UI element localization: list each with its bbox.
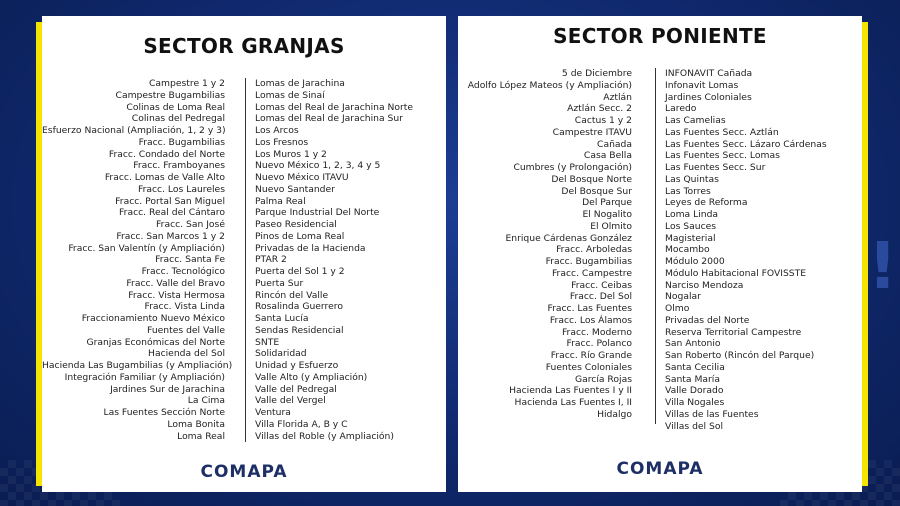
- colonia-list-item: Fracc. Los Álamos: [549, 314, 632, 326]
- colonia-list-item: Fracc. Arboledas: [556, 244, 632, 256]
- colonia-list-item: Hacienda del Sol: [148, 348, 225, 360]
- colonia-list-item: Santa Lucía: [255, 313, 309, 324]
- colonia-list-item: Campestre 1 y 2: [149, 78, 225, 89]
- colonia-list-item: Solidaridad: [255, 348, 307, 360]
- colonia-list-item: Privadas de la Hacienda: [255, 242, 366, 254]
- colonia-list-item: Santa Cecilia: [665, 361, 725, 373]
- colonia-list-item: Mocambo: [665, 244, 710, 256]
- sector-granjas-column-2: [255, 78, 413, 442]
- colonia-list-item: Rincón del Valle: [255, 289, 329, 301]
- colonia-list-item: Fracc. Bugambilias: [545, 256, 632, 267]
- colonia-list-item: García Rojas: [574, 373, 632, 385]
- colonia-list-item: Loma Real: [177, 430, 225, 442]
- colonia-list-item: Cumbres (y Prolongación): [513, 162, 632, 173]
- colonia-list-item: Nuevo México ITAVU: [255, 172, 349, 183]
- colonia-list-item: Puerta Sur: [255, 277, 304, 289]
- colonia-list-item: 5 de Diciembre: [561, 68, 632, 79]
- colonia-list-item: Del Bosque Norte: [551, 173, 632, 185]
- colonia-list-item: Fracc. Vista Hermosa: [128, 289, 225, 301]
- colonia-list-item: Las Fuentes Secc. Sur: [665, 162, 766, 173]
- sector-poniente-column-2: [665, 68, 827, 432]
- colonia-list-item: PTAR 2: [255, 254, 287, 266]
- sector-poniente-panel: [458, 16, 862, 492]
- colonia-list-item: Lomas del Real de Jarachina Norte: [255, 101, 414, 113]
- colonia-list-item: Privadas del Norte: [665, 314, 750, 326]
- colonia-list-item: Adolfo López Mateos (y Ampliación): [467, 79, 632, 91]
- colonia-list-item: Las Fuentes Secc. Lázaro Cárdenas: [665, 138, 827, 150]
- colonia-list-item: Fracc. Valle del Bravo: [126, 277, 225, 289]
- colonia-list-item: Lomas del Real de Jarachina Sur: [255, 113, 403, 125]
- colonia-list-item: Las Camelias: [665, 115, 726, 126]
- colonia-list-item: La Cima: [187, 395, 225, 407]
- colonia-list-item: Fracc. Campestre: [551, 267, 632, 279]
- colonia-list-item: Fuentes Coloniales: [545, 361, 632, 373]
- colonia-list-item: Fracc. Portal San Miguel: [115, 195, 225, 207]
- colonia-list-item: Aztlán: [603, 91, 632, 103]
- colonia-list-item: Campestre Bugambilias: [115, 89, 225, 101]
- colonia-list-item: Villas del Sol: [665, 420, 724, 432]
- column-divider: [655, 68, 656, 424]
- colonia-list-item: Ventura: [255, 407, 291, 418]
- colonia-list-item: Fracc. Vista Linda: [144, 301, 225, 313]
- colonia-list-item: Fracc. Real del Cántaro: [119, 207, 225, 219]
- colonia-list-item: Campestre ITAVU: [552, 126, 632, 138]
- colonia-list-item: Lomas de Jarachina: [255, 78, 345, 89]
- colonia-list-item: Santa María: [665, 373, 720, 385]
- colonia-list-item: Unidad y Esfuerzo: [255, 360, 339, 371]
- colonia-list-item: Hacienda Las Bugambilias (y Ampliación): [42, 360, 233, 371]
- colonia-list-item: Los Arcos: [255, 125, 299, 136]
- colonia-list-item: Los Sauces: [665, 220, 717, 232]
- colonia-list-item: Valle Dorado: [665, 385, 724, 397]
- colonia-list-item: Narciso Mendoza: [665, 279, 744, 291]
- colonia-list-item: Fracc. Bugambilias: [138, 136, 225, 148]
- colonia-list-item: Magisterial: [665, 232, 716, 244]
- colonia-list-item: Fracc. Los Laureles: [137, 183, 225, 195]
- colonia-list-item: Casa Bella: [583, 150, 632, 162]
- colonia-list-item: Fracc. Tecnológico: [141, 266, 225, 277]
- colonia-list-item: Villa Nogales: [665, 397, 725, 408]
- comapa-logo: [458, 459, 862, 479]
- colonia-list-item: Villas de las Fuentes: [665, 408, 759, 420]
- colonia-list-item: Lomas de Sinaí: [255, 89, 325, 101]
- colonia-list-item: Cactus 1 y 2: [574, 115, 632, 126]
- colonia-list-item: Fracc. Polanco: [566, 338, 632, 350]
- colonia-list-item: Del Parque: [582, 197, 632, 209]
- colonia-list-item: Fracc. Moderno: [561, 326, 632, 338]
- colonia-list-item: Cañada: [597, 138, 632, 150]
- colonia-list-item: Fuentes del Valle: [147, 324, 225, 336]
- colonia-list-item: Las Quintas: [665, 173, 719, 185]
- colonia-list-item: Jardines Coloniales: [665, 91, 752, 103]
- colonia-list-item: Puerta del Sol 1 y 2: [255, 266, 345, 277]
- colonia-list-item: Palma Real: [255, 195, 306, 207]
- sector-poniente-title: SECTOR PONIENTE: [553, 24, 767, 48]
- colonia-list-item: Villas del Roble (y Ampliación): [255, 430, 394, 442]
- colonia-list-item: Fracc. Ceibas: [571, 279, 632, 291]
- colonia-list-item: San Roberto (Rincón del Parque): [665, 350, 815, 361]
- colonia-list-item: Nuevo Santander: [255, 183, 335, 195]
- colonia-list-item: Fracc. San José: [156, 219, 225, 230]
- sector-granjas-column-1: [42, 78, 233, 442]
- colonia-list-item: Infonavit Lomas: [665, 79, 739, 91]
- colonia-list-item: Valle Alto (y Ampliación): [255, 371, 368, 383]
- colonia-list-item: Del Bosque Sur: [561, 185, 632, 197]
- colonia-list-item: Hacienda Las Fuentes I, II: [514, 397, 632, 408]
- colonia-list-item: El Nogalito: [582, 209, 632, 220]
- colonia-list-item: Colinas del Pedregal: [131, 113, 225, 125]
- colonia-list-item: Laredo: [665, 103, 697, 115]
- comapa-logo: [42, 462, 446, 482]
- colonia-list-item: Rosalinda Guerrero: [255, 301, 343, 313]
- colonia-list-item: Jardines Sur de Jarachina: [110, 383, 225, 395]
- colonia-list-item: Fracc. San Valentín (y Ampliación): [68, 242, 225, 254]
- colonia-list-item: INFONAVIT Cañada: [665, 68, 753, 79]
- colonia-list-item: Aztlán Secc. 2: [567, 103, 632, 115]
- colonia-list-item: Fracc. Lomas de Valle Alto: [104, 172, 225, 183]
- colonia-list-item: Fracc. Las Fuentes: [547, 303, 632, 314]
- colonia-list-item: Integración Familiar (y Ampliación): [64, 371, 225, 383]
- colonia-list-item: Las Fuentes Sección Norte: [103, 407, 225, 418]
- colonia-list-item: Las Fuentes Secc. Aztlán: [665, 126, 779, 138]
- colonia-list-item: Valle del Vergel: [255, 395, 326, 407]
- colonia-list-item: Fracc. Río Grande: [550, 350, 632, 361]
- colonia-list-item: Las Fuentes Secc. Lomas: [665, 150, 780, 162]
- colonia-list-item: Fraccionamiento Nuevo México: [81, 313, 225, 324]
- colonia-list-item: Paseo Residencial: [255, 219, 337, 230]
- colonia-list-item: Módulo 2000: [665, 256, 725, 267]
- colonia-list-item: Los Fresnos: [255, 136, 309, 148]
- colonia-list-item: Hacienda Las Fuentes I y II: [509, 385, 632, 397]
- colonia-list-item: Fracc. Framboyanes: [133, 160, 225, 172]
- colonia-list-item: Reserva Territorial Campestre: [665, 326, 802, 338]
- colonia-list-item: Nuevo México 1, 2, 3, 4 y 5: [255, 160, 381, 172]
- colonia-list-item: El Olmito: [590, 220, 632, 232]
- colonia-list-item: Sendas Residencial: [255, 324, 344, 336]
- colonia-list-item: Esfuerzo Nacional (Ampliación, 1, 2 y 3): [42, 125, 226, 136]
- colonia-list-item: Enrique Cárdenas González: [505, 232, 632, 244]
- comapa-logo-text: COMAPA: [200, 462, 288, 482]
- colonia-list-item: Módulo Habitacional FOVISSTE: [665, 267, 807, 279]
- colonia-list-item: Pinos de Loma Real: [255, 230, 345, 242]
- sector-poniente-column-1: [458, 68, 632, 421]
- colonia-list-item: Las Torres: [665, 185, 711, 197]
- colonia-list-item: Villa Florida A, B y C: [255, 418, 348, 430]
- comapa-logo-text: COMAPA: [616, 459, 704, 479]
- colonia-list-item: Leyes de Reforma: [665, 197, 748, 209]
- exclamation-decoration-icon: !: [868, 230, 898, 304]
- colonia-list-item: Fracc. Santa Fe: [155, 254, 225, 266]
- colonia-list-item: Granjas Económicas del Norte: [86, 336, 225, 348]
- colonia-list-item: San Antonio: [665, 338, 721, 350]
- sector-granjas-title: SECTOR GRANJAS: [143, 34, 345, 58]
- colonia-list-item: Parque Industrial Del Norte: [255, 207, 380, 219]
- colonia-list-item: SNTE: [255, 336, 280, 348]
- colonia-list-item: Fracc. San Marcos 1 y 2: [116, 230, 225, 242]
- colonia-list-item: Olmo: [665, 303, 690, 314]
- colonia-list-item: Loma Bonita: [167, 418, 225, 430]
- sector-granjas-panel: [42, 16, 446, 492]
- column-divider: [245, 78, 246, 442]
- colonia-list-item: Nogalar: [665, 291, 701, 303]
- colonia-list-item: Valle del Pedregal: [255, 383, 337, 395]
- colonia-list-item: Fracc. Condado del Norte: [108, 148, 225, 160]
- colonia-list-item: Hidalgo: [597, 408, 632, 420]
- colonia-list-item: Loma Linda: [665, 209, 719, 220]
- colonia-list-item: Colinas de Loma Real: [126, 101, 225, 113]
- colonia-list-item: Los Muros 1 y 2: [255, 148, 327, 160]
- colonia-list-item: Fracc. Del Sol: [569, 291, 632, 303]
